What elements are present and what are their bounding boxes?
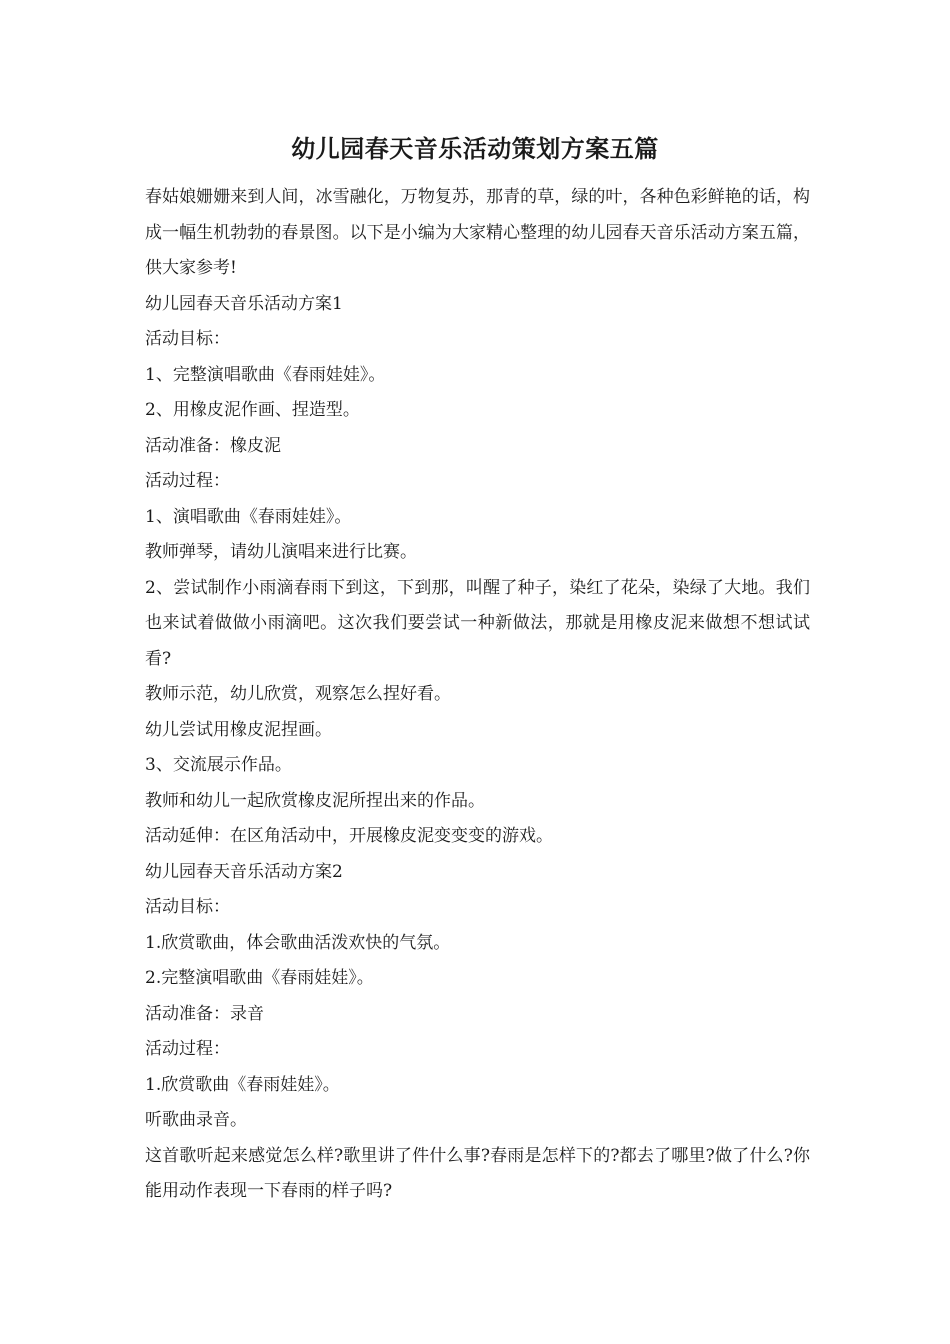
activity-extension: 活动延伸：在区角活动中，开展橡皮泥变变变的游戏。: [145, 826, 553, 846]
process-detail: 听歌曲录音。: [145, 1110, 247, 1130]
activity-preparation: 活动准备：录音: [145, 1003, 264, 1024]
activity-preparation: 活动准备：橡皮泥: [145, 435, 281, 456]
document-body: [145, 180, 810, 1210]
activity-process-label: 活动过程：: [145, 1039, 230, 1059]
process-step: 2、尝试制作小雨滴春雨下到这，下到那，叫醒了种子，染红了花朵，染绿了大地。我们也来试着做做小雨滴吧。这次我们要尝试一种新做法，那就是用橡皮泥来做想不想试试看?: [145, 577, 810, 669]
section-heading-plan-2: 幼儿园春天音乐活动方案2: [145, 861, 343, 882]
intro-paragraph: 春姑娘姗姗来到人间，冰雪融化，万物复苏，那青的草，绿的叶，各种色彩鲜艳的话，构成一幅生机勃勃的春景图。以下是小编为大家精心整理的幼儿园春天音乐活动方案五篇，供大家参考!: [145, 187, 810, 278]
section-heading-plan-1: 幼儿园春天音乐活动方案1: [145, 293, 343, 314]
activity-goals-label: 活动目标：: [145, 329, 230, 349]
process-detail: 教师和幼儿一起欣赏橡皮泥所捏出来的作品。: [145, 790, 485, 811]
goal-item: 1、完整演唱歌曲《春雨娃娃》。: [145, 364, 386, 385]
process-detail: 幼儿尝试用橡皮泥捏画。: [145, 719, 332, 740]
process-detail: 这首歌听起来感觉怎么样?歌里讲了件什么事?春雨是怎样下的?都去了哪里?做了什么?你能用动作表现一下春雨的样子吗?: [145, 1145, 810, 1201]
process-detail: 教师弹琴，请幼儿演唱来进行比赛。: [145, 542, 417, 562]
process-step: 3、交流展示作品。: [145, 755, 292, 775]
goal-item: 2、用橡皮泥作画、捏造型。: [145, 400, 360, 420]
document-title: 幼儿园春天音乐活动策划方案五篇: [291, 134, 659, 163]
process-step: 1、演唱歌曲《春雨娃娃》。: [145, 506, 352, 527]
goal-item: 2.完整演唱歌曲《春雨娃娃》。: [145, 968, 374, 988]
activity-process-label: 活动过程：: [145, 471, 230, 491]
goal-item: 1.欣赏歌曲，体会歌曲活泼欢快的气氛。: [145, 932, 451, 953]
process-step: 1.欣赏歌曲《春雨娃娃》。: [145, 1074, 340, 1095]
process-detail: 教师示范，幼儿欣赏，观察怎么捏好看。: [145, 684, 451, 704]
activity-goals-label: 活动目标：: [145, 897, 230, 917]
